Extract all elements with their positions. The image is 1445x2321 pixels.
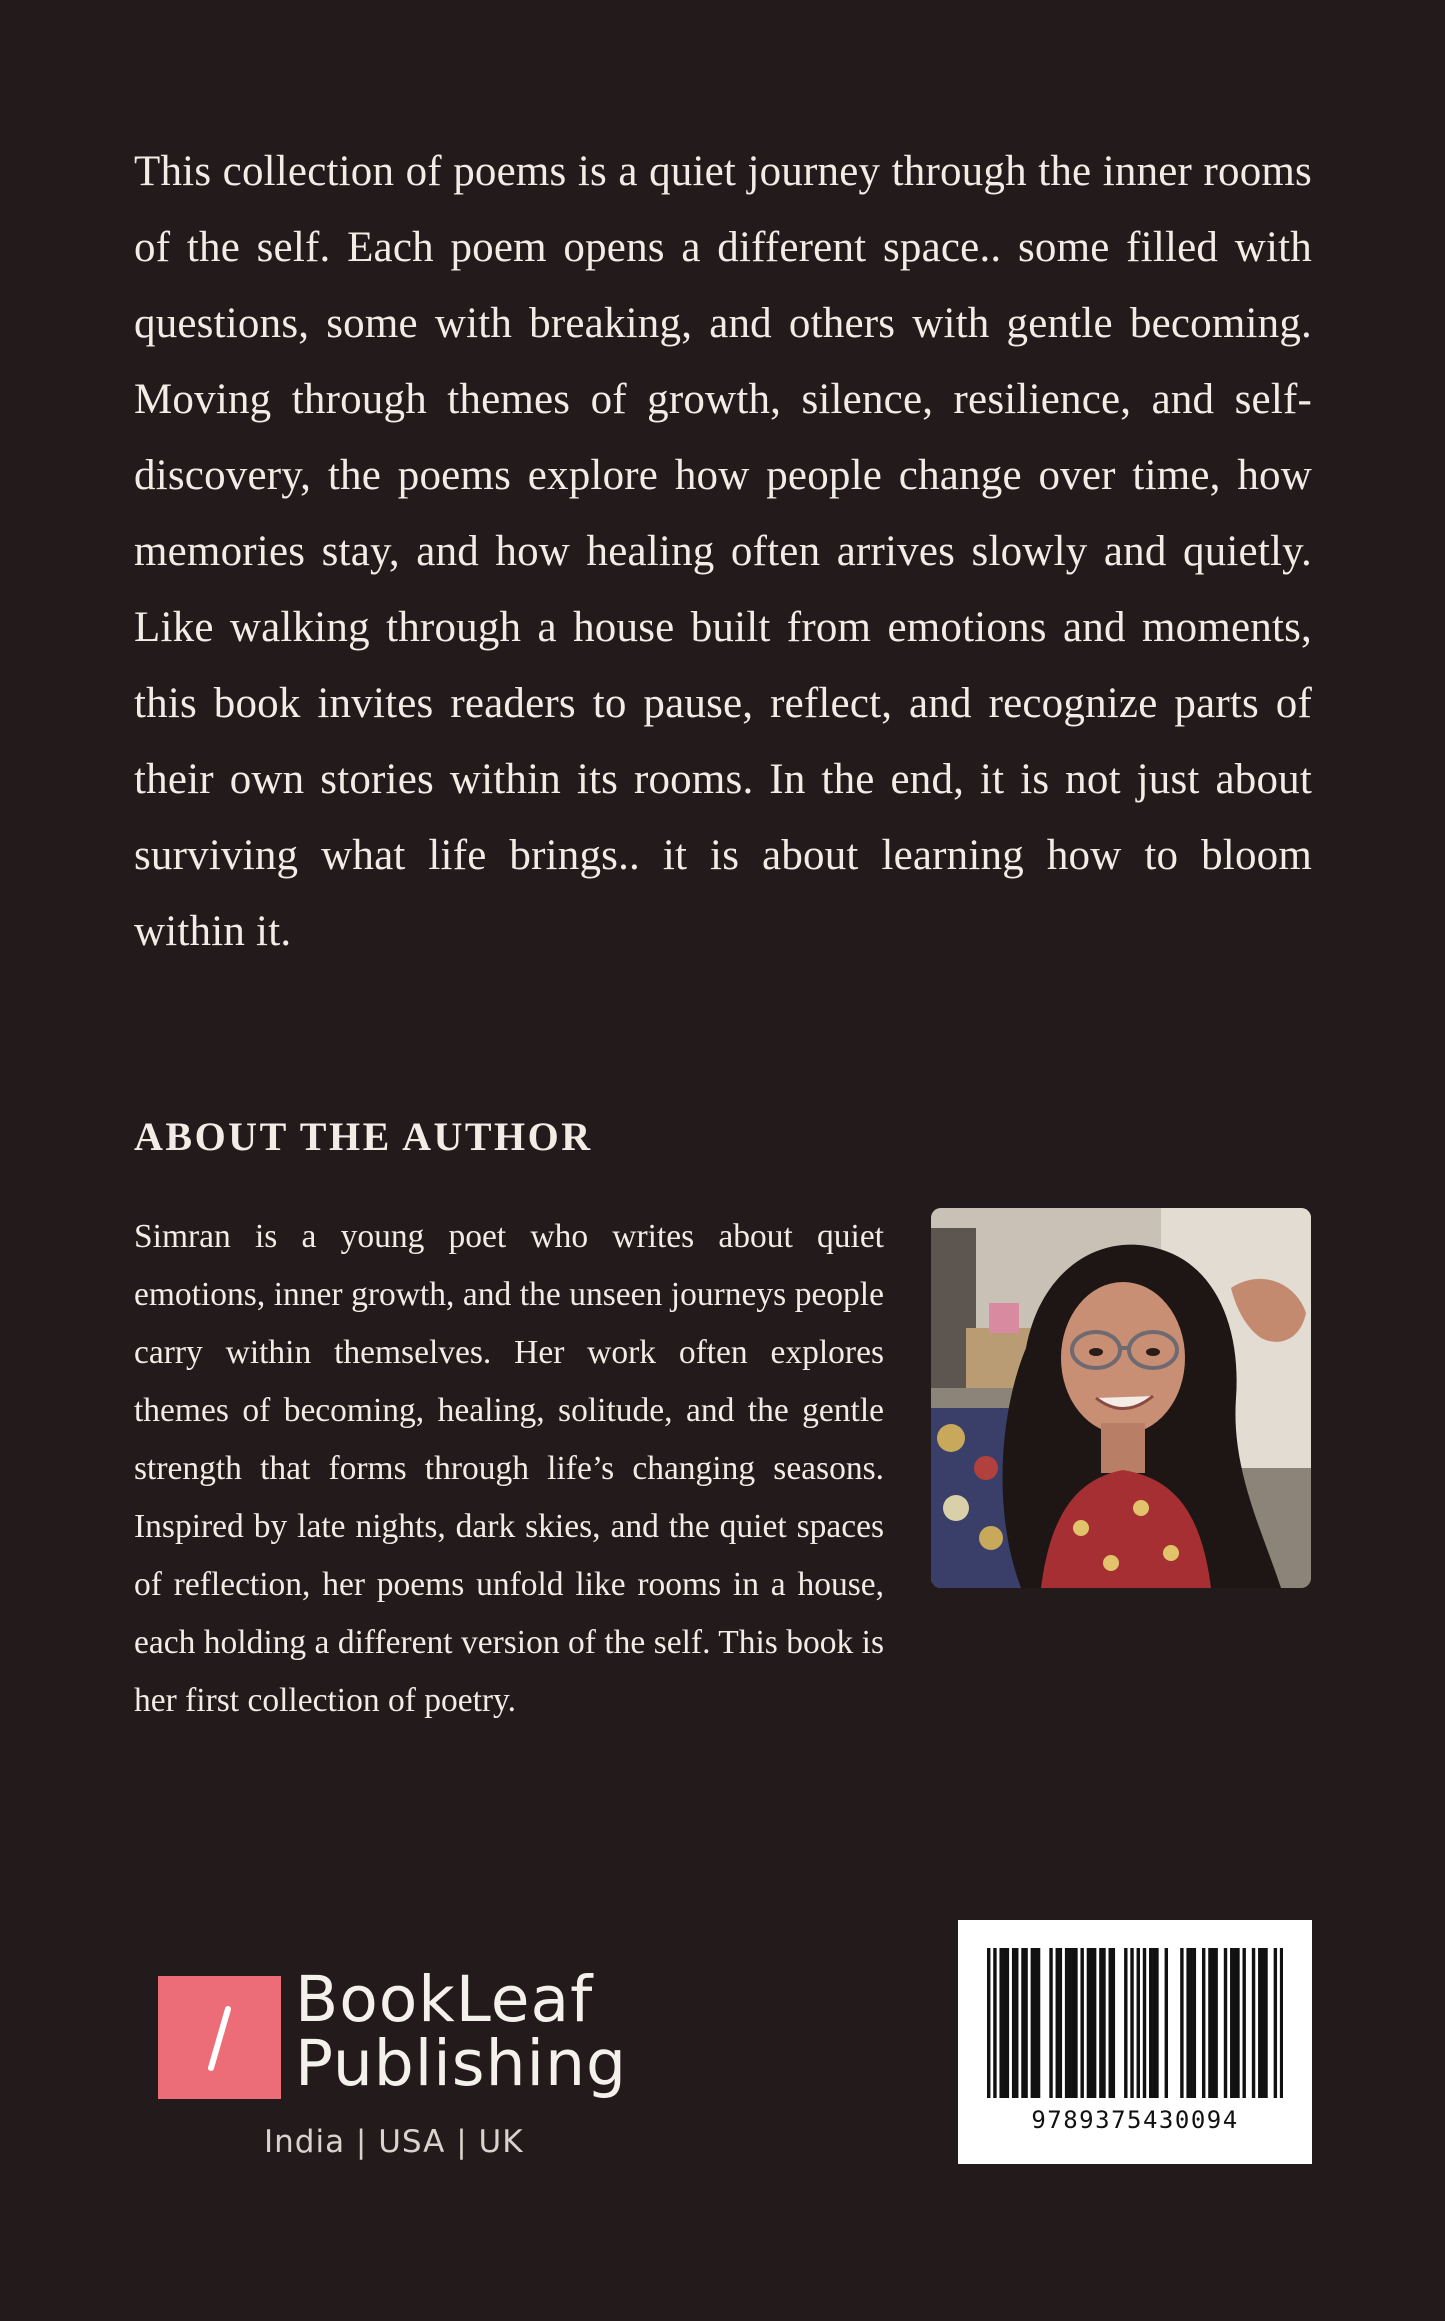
barcode-bar xyxy=(1208,1948,1211,2098)
about-author-heading: ABOUT THE AUTHOR xyxy=(134,1114,593,1159)
barcode-bar xyxy=(1261,1948,1264,2098)
slash-logo-icon xyxy=(158,1976,281,2099)
barcode-bar xyxy=(1202,1948,1205,2098)
barcode-bar xyxy=(1124,1948,1127,2098)
barcode-bar xyxy=(1034,1948,1037,2098)
barcode-bar xyxy=(1003,1948,1006,2098)
author-photo xyxy=(931,1208,1311,1588)
barcode-bar xyxy=(1280,1948,1283,2098)
barcode-bar xyxy=(1080,1948,1083,2098)
publisher-logo xyxy=(158,1963,627,2172)
barcode-bar xyxy=(1074,1948,1077,2098)
barcode-bar xyxy=(1130,1948,1133,2098)
isbn-number: 9789375430094 xyxy=(1031,2106,1239,2134)
barcode-bar xyxy=(987,1948,990,2098)
barcode-bar xyxy=(1274,1948,1277,2098)
barcode-bar xyxy=(1093,1948,1096,2098)
barcode-bar xyxy=(1252,1948,1255,2098)
barcode-bar xyxy=(1149,1948,1152,2098)
barcode-bar xyxy=(1214,1948,1217,2098)
barcode-bar xyxy=(1087,1948,1090,2098)
barcode-bar xyxy=(1143,1948,1146,2098)
barcode-bar xyxy=(999,1948,1002,2098)
barcode-bar xyxy=(993,1948,996,2098)
barcode-bar xyxy=(1102,1948,1105,2098)
book-blurb: This collection of poems is a quiet journey through the inner rooms of the self. Each poem opens a different space.. some filled with questions, some with breaking, and others with gentle becoming. Moving through themes of growth, silence, resilience, and self-discovery, the poems explore how people change over time, how memories stay, and how healing often arrives slowly and quietly. Like walking through a house built from emotions and moments, this book invites readers to pause, reflect, and recognize parts of their own stories within its rooms. In the end, it is not just about surviving what life brings.. it is about learning how to bloom within it. xyxy=(134,148,1312,955)
barcode-bar xyxy=(1006,1948,1009,2098)
barcode-bar xyxy=(1230,1948,1233,2098)
barcode-bar xyxy=(1152,1948,1155,2098)
barcode-bar xyxy=(1012,1948,1015,2098)
barcode-bar xyxy=(1099,1948,1102,2098)
barcode-bar xyxy=(1049,1948,1052,2098)
barcode-bar xyxy=(1242,1948,1245,2098)
isbn-barcode xyxy=(958,1920,1312,2164)
barcode-bar xyxy=(1236,1948,1239,2098)
barcode-bar xyxy=(1021,1948,1024,2098)
barcode-bar xyxy=(1224,1948,1227,2098)
barcode-bar xyxy=(1031,1948,1034,2098)
barcode-bars xyxy=(987,1948,1283,2098)
barcode-bar xyxy=(1186,1948,1189,2098)
barcode-bar xyxy=(1037,1948,1040,2098)
barcode-bar xyxy=(1090,1948,1093,2098)
barcode-bar xyxy=(1112,1948,1115,2098)
barcode-bar xyxy=(1015,1948,1018,2098)
barcode-bar xyxy=(1056,1948,1059,2098)
barcode-bar xyxy=(1258,1948,1261,2098)
publisher-name-line2: Publishing xyxy=(295,2027,627,2100)
barcode-bar xyxy=(1068,1948,1071,2098)
publisher-name-line1: BookLeaf xyxy=(295,1963,594,2036)
barcode-bar xyxy=(1233,1948,1236,2098)
barcode-bar xyxy=(1071,1948,1074,2098)
barcode-bar xyxy=(1264,1948,1267,2098)
barcode-bar xyxy=(1211,1948,1214,2098)
barcode-bar xyxy=(1137,1948,1140,2098)
barcode-bar xyxy=(1193,1948,1196,2098)
author-bio: Simran is a young poet who writes about quiet emotions, inner growth, and the unseen journeys people carry within themselves. Her work often explores themes of becoming, healing, solitude, and the gentle strength that forms through life’s changing seasons. Inspired by late nights, dark skies, and the quiet spaces of reflection, her poems unfold like rooms in a house, each holding a different version of the self. This book is her first collection of poetry. xyxy=(134,1218,884,1719)
publisher-regions: India | USA | UK xyxy=(264,2124,524,2160)
barcode-bar xyxy=(1109,1948,1112,2098)
barcode-bar xyxy=(1065,1948,1068,2098)
barcode-bar xyxy=(1059,1948,1062,2098)
barcode-bar xyxy=(1155,1948,1158,2098)
barcode-bar xyxy=(1024,1948,1027,2098)
barcode-bar xyxy=(1165,1948,1168,2098)
barcode-bar xyxy=(1190,1948,1193,2098)
barcode-bar xyxy=(1180,1948,1183,2098)
